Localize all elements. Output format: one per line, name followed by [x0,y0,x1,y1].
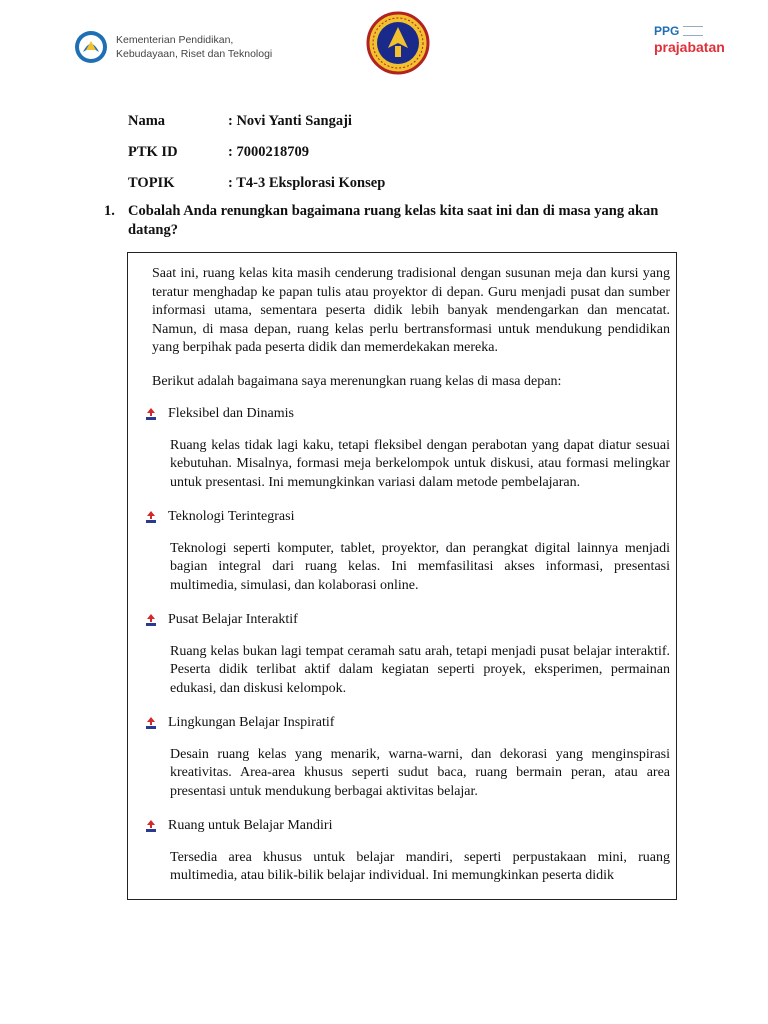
item-title-text: Ruang untuk Belajar Mandiri [168,818,333,833]
item-title-text: Fleksibel dan Dinamis [168,406,294,421]
ppg-prajabatan-logo [654,24,730,64]
ministry-branding [74,30,272,64]
identity-block [128,106,385,199]
ministry-line-1: Kementerian Pendidikan, [116,34,234,46]
ppg-tagline-mark [683,26,703,36]
arrow-bullet-icon [144,613,158,627]
answer-box [127,252,677,900]
arrow-bullet-icon [144,716,158,730]
ptk-value: : 7000218709 [228,144,309,160]
question-number: 1. [104,203,115,219]
question-1 [104,202,684,240]
name-value: : Novi Yanti Sangaji [228,113,352,129]
topic-value: : T4-3 Eksplorasi Konsep [228,175,386,191]
arrow-bullet-icon [144,819,158,833]
name-label: Nama [128,113,166,129]
list-item-title [144,508,670,527]
answer-intro: Saat ini, ruang kelas kita masih cenderung tradisional dengan susunan meja dan kursi yang teratur menghadap ke papan tulis atau proyektor di depan. Guru menjadi pusat dan sumber informasi utama, sementara peserta didik lebih banyak mendengarkan dan mencatat. Namun, di masa depan, ruang kelas perlu bertransformasi untuk mendukung pendidikan yang berpihak pada peserta didik dan memerdekakan mereka. [152,266,670,355]
list-item-title [144,611,670,630]
topic-label: TOPIK [128,175,175,191]
list-item-body: Ruang kelas tidak lagi kaku, tetapi fleksibel dengan perabotan yang dapat diatur sesuai kebutuhan. Misalnya, formasi meja berkelompok untuk diskusi, atau formasi melingkar untuk presentasi. Ini memungkinkan variasi dalam metode pembelajaran. [170,437,670,490]
arrow-bullet-icon [144,510,158,524]
ptk-row [128,137,385,168]
ministry-line-2: Kebudayaan, Riset dan Teknologi [116,48,273,60]
list-item-body: Tersedia area khusus untuk belajar mandiri, seperti perpustakaan mini, ruang multimedia, atau bilik-bilik belajar individual. Ini memungkinkan peserta didik [170,849,670,883]
page-header [0,0,768,90]
name-row [128,106,385,137]
question-text: Cobalah Anda renungkan bagaimana ruang kelas kita saat ini dan di masa yang akan datang? [128,203,659,238]
item-title-text: Pusat Belajar Interaktif [168,612,298,627]
list-item-title [144,714,670,733]
list-item-body: Ruang kelas bukan lagi tempat ceramah satu arah, tetapi menjadi pusat belajar interaktif. Peserta didik terlibat aktif dalam kegiatan seperti proyek, eksperimen, permainan edukasi, dan diskusi kelompok. [170,643,670,696]
university-seal-logo [366,10,430,76]
prajabatan-label: prajabatan [654,39,725,55]
ptk-label: PTK ID [128,144,178,160]
item-title-text: Teknologi Terintegrasi [168,509,295,524]
list-item-body: Desain ruang kelas yang menarik, warna-warni, dan dekorasi yang menginspirasi kreativitas. Area-area khusus seperti sudut baca, ruang bermain peran, atau area presentasi untuk mendukung berbagai aktivitas belajar. [170,746,670,799]
topic-row [128,168,385,199]
item-title-text: Lingkungan Belajar Inspiratif [168,715,335,730]
answer-lead: Berikut adalah bagaimana saya merenungkan ruang kelas di masa depan: [152,373,562,389]
list-item-title [144,405,670,424]
list-item-title [144,817,670,836]
arrow-bullet-icon [144,407,158,421]
ministry-name [116,33,272,61]
tut-wuri-handayani-logo [74,30,108,64]
list-item-body: Teknologi seperti komputer, tablet, proyektor, dan perangkat digital lainnya menjadi bagian integral dari ruang kelas. Ini memfasilitasi akses informasi, presentasi multimedia, simulasi, dan kolaborasi online. [170,540,670,593]
ppg-label: PPG [654,24,680,38]
